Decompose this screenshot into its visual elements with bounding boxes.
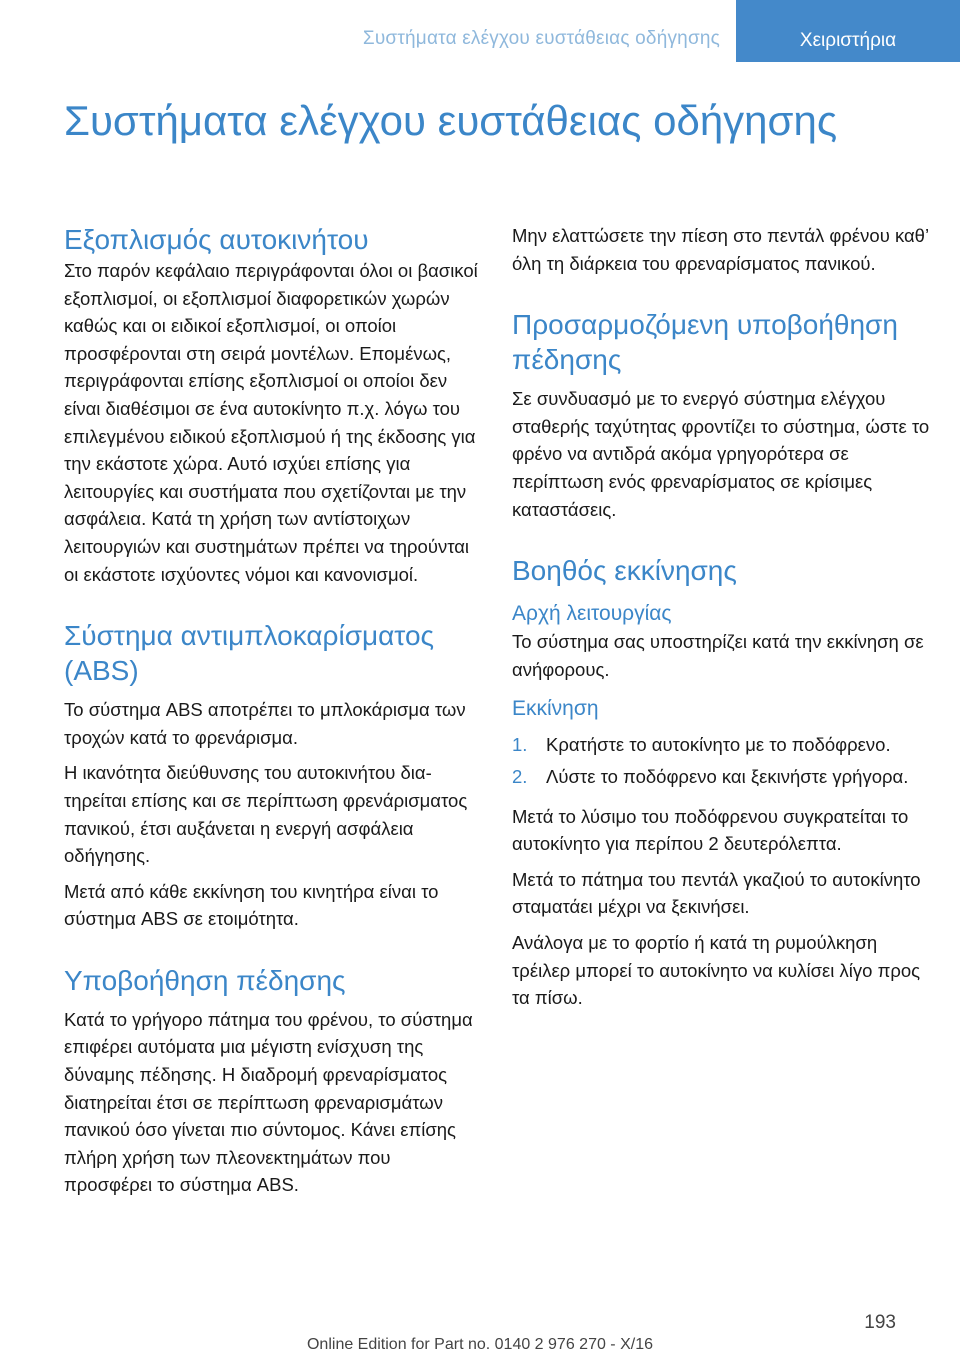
header-chapter-tab[interactable]: Χειριστήρια <box>736 0 960 62</box>
paragraph-abs-2: Η ικανότητα διεύθυνσης του αυτοκινήτου διατηρείται επίσης και σε περίπτωση φρενάρισματος πανικού, έτσι αυξάνεται η ενεργή ασφάλεια οδήγησης. <box>64 762 468 867</box>
paragraph-adaptive-brake-assist: Σε συνδυασμό με το ενεργό σύστημα ελέγχου σταθερής ταχύτητας φροντίζει το σύστημα, ώστε το φρένο να αντιδρά ακόμα γρηγορότερα σε περίπτωση ενός φρεναρίσματος σε κρίσιμες καταστάσεις. <box>512 388 930 520</box>
list-item <box>512 763 930 791</box>
subheading-starting: Εκκίνηση <box>512 697 599 721</box>
heading-brake-assist: Υποβοήθηση πέδησης <box>64 964 346 996</box>
page-number: 193 <box>864 1312 896 1333</box>
paragraph-brake-pressure: Μην ελαττώσετε την πίεση στο πεντάλ φρένου καθ’ όλη τη διάρκεια του φρεναρίσματος πανικού. <box>512 225 929 274</box>
heading-hill-start-assist: Βοηθός εκκίνησης <box>512 555 737 587</box>
list-item <box>512 731 930 759</box>
left-column <box>64 222 482 1199</box>
steps-list <box>512 731 930 790</box>
step-text: Λύστε το ποδόφρενο και ξεκινήστε γρήγορα. <box>546 765 909 787</box>
step-number: 2. <box>512 765 528 787</box>
paragraph-brake-assist: Κατά το γρήγορο πάτημα του φρένου, το σύστημα επιφέρει αυτόματα μια μέγιστη ενίσχυση της δύναμης πέδησης. Η διαδρομή φρεναρίσματος διατηρείται έτσι σε περίπτωση φρεναρισμάτων πανικού όσο γίνεται πιο σύντομος. Κάνει επίσης πλήρη χρήση των πλεονεκτημάτων που προσφέρει το σύστημα ABS. <box>64 1008 473 1196</box>
heading-adaptive-brake-assist: Προσαρμοζόμενη υποβοήθηση πέδησης <box>512 309 898 376</box>
right-column <box>512 222 930 1012</box>
heading-abs: Σύστημα αντιμπλοκαρίσματος (ABS) <box>64 620 435 687</box>
subheading-principle: Αρχή λειτουργίας <box>512 602 672 626</box>
paragraph-abs-3: Μετά από κάθε εκκίνηση του κινητήρα είναι το σύστημα ABS σε ετοιμότητα. <box>64 880 439 930</box>
step-number: 1. <box>512 734 528 756</box>
paragraph-equipment: Στο παρόν κεφάλαιο περιγράφονται όλοι οι βασικοί εξοπλισμοί, οι εξοπλισμοί διαφορετικών χωρών καθώς και οι ειδικοί εξοπλισμοί, οι οποίοι προσφέρονται στη σειρά μοντέλων. Επομένως, περιγράφονται επίσης εξοπλισμοί οι οποίοι δεν είναι διαθέσιμοι σε ένα αυτοκίνητο π.χ. λόγω του επιλεγμένου ειδικού εξοπλισμού ή της έκδοσης για την εκάστοτε χώρα. Αυτό ισχύει επίσης για λειτουργίες και συστήματα που σχετίζονται με την ασφάλεια. Κατά τη χρήση των αντίστοιχων λειτουργιών και συστημάτων πρέπει να τηρούνται οι εκάστοτε ισχύοντες νόμοι και κανονισμοί. <box>64 260 478 585</box>
header-bar <box>0 0 960 62</box>
paragraph-abs-1: Το σύστημα ABS αποτρέπει το μπλοκάρισμα των τροχών κατά το φρενάρισμα. <box>64 699 466 748</box>
step-text: Κρατήστε το αυτοκίνητο με το ποδόφρενο. <box>546 734 891 756</box>
paragraph-accelerator: Μετά το πάτημα του πεντάλ γκαζιού το αυτοκίνητο σταματάει μέχρι να ξεκινήσει. <box>512 868 921 918</box>
paragraph-principle: Το σύστημα σας υποστηρίζει κατά την εκκίνηση σε ανήφορους. <box>512 631 924 680</box>
heading-vehicle-equipment: Εξοπλισμός αυτοκινήτου <box>64 224 369 255</box>
paragraph-roll-back: Ανάλογα με το φορτίο ή κατά τη ρυμούλκηση τρέιλερ μπορεί το αυτοκίνητο να κυλίσει λίγο προς τα πίσω. <box>512 931 921 1009</box>
paragraph-hold-time: Μετά το λύσιμο του ποδόφρενου συγκρατείται το αυτοκίνητο για περίπου 2 δευτερόλεπτα. <box>512 805 909 855</box>
footer-edition: Online Edition for Part no. 0140 2 976 270 - X/16 <box>306 1336 653 1353</box>
page-title: Συστήματα ελέγχου ευστάθειας οδήγησης <box>64 97 838 144</box>
header-section-title[interactable]: Συστήματα ελέγχου ευστάθειας οδήγησης <box>362 28 720 49</box>
